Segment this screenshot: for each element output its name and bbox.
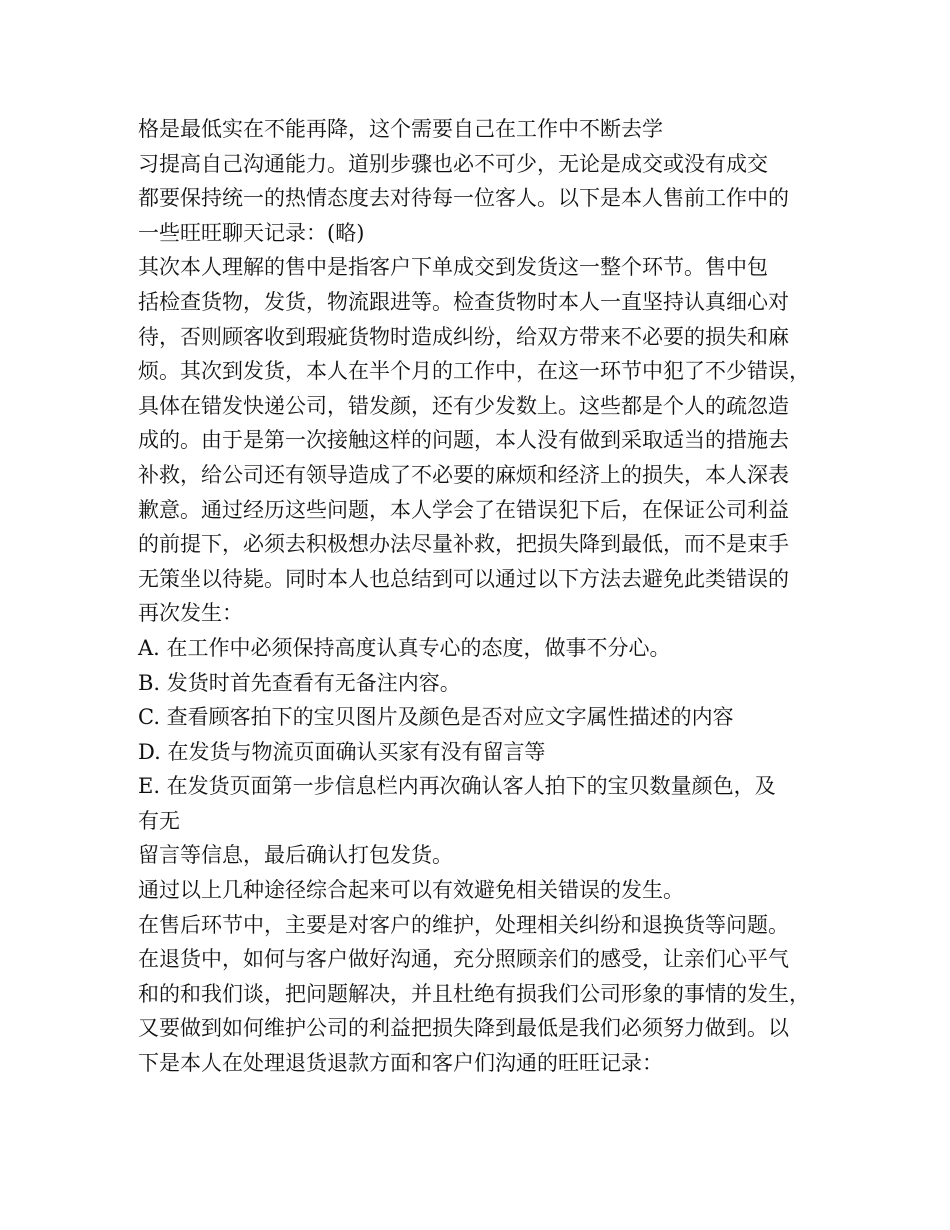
text-line: 在售后环节中，主要是对客户的维护，处理相关纠纷和退换货等问题。 (138, 912, 789, 937)
text-line: 烦。其次到发货，本人在半个月的工作中，在这一环节中犯了不少错误， (138, 359, 810, 384)
document-body (138, 112, 838, 1081)
text-line: 补救，给公司还有领导造成了不必要的麻烦和经济上的损失，本人深表 (138, 462, 789, 487)
text-line: 和的和我们谈，把问题解决，并且杜绝有损我们公司形象的事情的发生， (138, 981, 810, 1006)
text-line: 又要做到如何维护公司的利益把损失降到最低是我们必须努力做到。以 (138, 1016, 789, 1041)
text-line: 待，否则顾客收到瑕疵货物时造成纠纷，给双方带来不必要的损失和麻 (138, 324, 789, 349)
list-item-a: A. 在工作中必须保持高度认真专心的态度，做事不分心。 (138, 635, 671, 660)
text-line: 通过以上几种途径综合起来可以有效避免相关错误的发生。 (138, 878, 684, 903)
text-line: 一些旺旺聊天记录：(略) (138, 220, 365, 245)
text-line: 歉意。通过经历这些问题，本人学会了在错误犯下后，在保证公司利益 (138, 497, 789, 522)
text-line: 在退货中，如何与客户做好沟通，充分照顾亲们的感受，让亲们心平气 (138, 947, 789, 972)
text-line: 留言等信息，最后确认打包发货。 (138, 843, 453, 868)
text-line: 的前提下，必须去积极想办法尽量补救，把损失降到最低，而不是束手 (138, 532, 789, 557)
text-line: 格是最低实在不能再降，这个需要自己在工作中不断去学 (138, 117, 663, 141)
list-item-c: C. 查看顾客拍下的宝贝图片及颜色是否对应文字属性描述的内容 (138, 705, 734, 730)
list-item-b: B. 发货时首先查看有无备注内容。 (138, 670, 461, 695)
text-line: 括检查货物，发货，物流跟进等。检查货物时本人一直坚持认真细心对 (138, 289, 789, 314)
text-line: 都要保持统一的热情态度去对待每一位客人。以下是本人售前工作中的 (138, 186, 789, 211)
text-line: 成的。由于是第一次接触这样的问题，本人没有做到采取适当的措施去 (138, 428, 789, 453)
list-item-e: E. 在发货页面第一步信息栏内再次确认客人拍下的宝贝数量颜色，及 (138, 774, 776, 799)
text-line: 习提高自己沟通能力。道别步骤也必不可少，无论是成交或没有成交 (138, 151, 768, 176)
text-line: 其次本人理解的售中是指客户下单成交到发货这一整个环节。售中包 (138, 255, 768, 280)
text-line: 有无 (138, 808, 180, 833)
list-item-d: D. 在发货与物流页面确认买家有没有留言等 (138, 739, 546, 764)
text-line: 无策坐以待毙。同时本人也总结到可以通过以下方法去避免此类错误的 (138, 566, 789, 591)
text-line: 再次发生： (138, 601, 243, 626)
text-line: 具体在错发快递公司，错发颜，还有少发数上。这些都是个人的疏忽造 (138, 393, 789, 418)
text-line: 下是本人在处理退货退款方面和客户们沟通的旺旺记录： (138, 1051, 663, 1076)
